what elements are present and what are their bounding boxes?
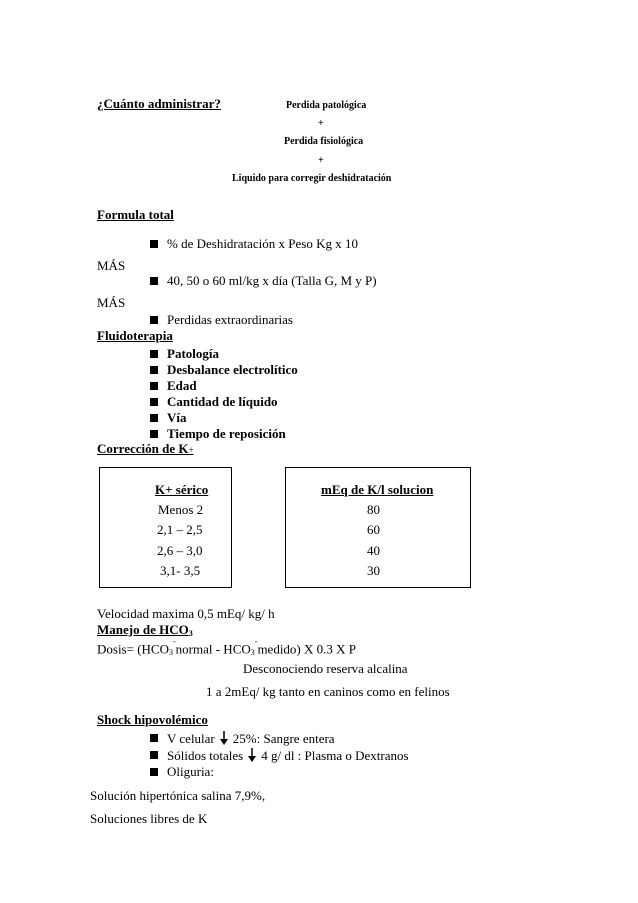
hco3-dosis-a: Dosis= (HCO <box>97 641 169 657</box>
fluido-item: Desbalance electrolítico <box>167 362 298 377</box>
shock-item-1-b: 25%: Sangre entera <box>232 731 335 746</box>
square-bullet-icon <box>150 751 158 759</box>
k-velocidad: Velocidad maxima 0,5 mEq/ kg/ h <box>97 606 275 621</box>
arrow-down-icon <box>247 747 257 763</box>
hco3-dosis-sup1: - <box>172 637 176 646</box>
k-serico-cell: Menos 2 <box>158 502 204 517</box>
amount-plus-2: + <box>318 155 324 166</box>
fluido-item: Edad <box>167 378 197 393</box>
k-title-plus: + <box>188 445 194 455</box>
square-bullet-icon <box>150 734 158 742</box>
fluido-item: Cantidad de líquido <box>167 394 278 409</box>
hco3-dosis <box>97 638 356 658</box>
fluido-item: Patología <box>167 346 219 361</box>
shock-title: Shock hipovolémico <box>97 712 208 727</box>
k-meq-header: mEq de K/l solucion <box>321 482 434 497</box>
square-bullet-icon <box>150 316 158 324</box>
square-bullet-icon <box>150 366 158 374</box>
hco3-dosis-sub2: 3 <box>250 648 255 658</box>
hco3-dosis-rango: 1 a 2mEq/ kg tanto en caninos como en felinos <box>206 684 450 699</box>
formula-item-1: % de Deshidratación x Peso Kg x 10 <box>167 236 358 251</box>
hco3-dosis-sup2: - <box>254 637 258 646</box>
k-meq-cell: 40 <box>367 543 380 558</box>
shock-item-1-a: V celular <box>167 731 215 746</box>
hco3-dosis-b: normal - HCO <box>175 641 251 657</box>
shock-item-2-a: Sólidos totales <box>167 748 244 763</box>
arrow-down-icon <box>219 730 229 746</box>
shock-item-3: Oliguria: <box>167 764 214 779</box>
fluido-item: Tiempo de reposición <box>167 426 286 441</box>
k-meq-cell: 60 <box>367 522 380 537</box>
square-bullet-icon <box>150 277 158 285</box>
k-serico-header: K+ sérico <box>155 482 209 497</box>
hco3-title-sub: 3 <box>188 629 193 638</box>
formula-item-2: 40, 50 o 60 ml/kg x día (Talla G, M y P) <box>167 273 377 288</box>
shock-item-1 <box>167 730 335 746</box>
square-bullet-icon <box>150 414 158 422</box>
amount-plus-1: + <box>318 118 324 129</box>
formula-mas-2: MÁS <box>97 295 126 310</box>
square-bullet-icon <box>150 240 158 248</box>
shock-item-2 <box>167 747 409 763</box>
hco3-dosis-c: medido) X 0.3 X P <box>257 641 357 657</box>
square-bullet-icon <box>150 768 158 776</box>
shock-item-2-b: 4 g/ dl : Plasma o Dextranos <box>261 748 409 763</box>
k-meq-cell: 80 <box>367 502 380 517</box>
formula-title: Formula total <box>97 207 174 222</box>
square-bullet-icon <box>150 382 158 390</box>
amount-line-fisiologica: Perdida fisiológica <box>284 136 364 147</box>
hco3-desconociendo: Desconociendo reserva alcalina <box>243 661 408 676</box>
k-title-main: Corrección de K <box>97 441 189 456</box>
k-meq-cell: 30 <box>367 563 380 578</box>
fluido-item: Vía <box>167 410 187 425</box>
shock-line-libres-k: Soluciones libres de K <box>90 811 208 826</box>
amount-line-patologica: Perdida patológica <box>286 100 367 111</box>
formula-item-3: Perdidas extraordinarias <box>167 312 293 327</box>
hco3-title <box>97 622 193 639</box>
k-title <box>97 441 194 458</box>
square-bullet-icon <box>150 430 158 438</box>
square-bullet-icon <box>150 398 158 406</box>
fluido-title: Fluidoterapia <box>97 328 173 343</box>
formula-mas-1: MÁS <box>97 258 126 273</box>
amount-title: ¿Cuánto administrar? <box>97 96 221 111</box>
amount-line-deshidratacion: Liquido para corregir deshidratación <box>232 173 392 184</box>
hco3-title-main: Manejo de HCO <box>97 622 189 637</box>
square-bullet-icon <box>150 350 158 358</box>
shock-line-salina: Solución hipertónica salina 7,9%, <box>90 788 266 803</box>
k-serico-cell: 2,6 – 3,0 <box>157 543 203 558</box>
k-serico-cell: 3,1- 3,5 <box>160 563 201 578</box>
k-serico-cell: 2,1 – 2,5 <box>157 522 203 537</box>
hco3-dosis-sub1: 3 <box>168 648 173 658</box>
